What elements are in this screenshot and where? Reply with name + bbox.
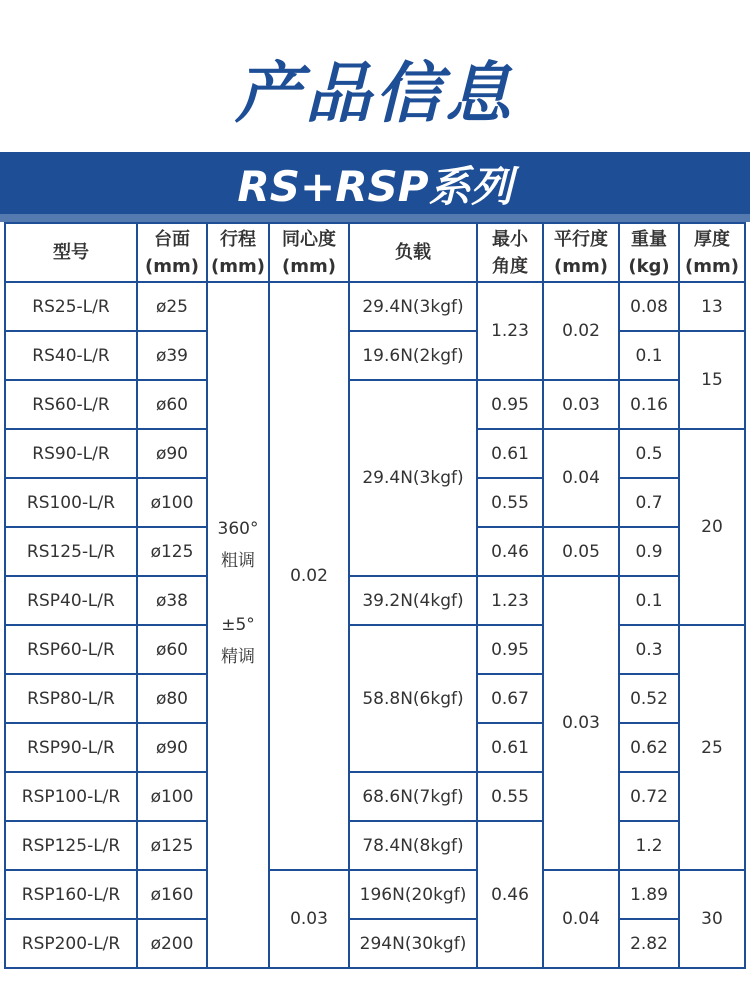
weight-cell: 0.1 [619,331,679,380]
header-load: 负载 [349,223,477,282]
table-row [5,282,745,331]
thickness-cell: 25 [679,625,745,870]
weight-cell: 0.72 [619,772,679,821]
parallelism-cell: 0.05 [543,527,619,576]
thickness-cell: 20 [679,429,745,625]
thickness-cell: 15 [679,331,745,429]
min-angle-cell: 0.46 [477,527,543,576]
parallelism-cell: 0.03 [543,380,619,429]
min-angle-cell: 0.95 [477,625,543,674]
parallelism-cell: 0.04 [543,870,619,968]
weight-cell: 0.9 [619,527,679,576]
load-cell: 39.2N(4kgf) [349,576,477,625]
table-size-cell: ø100 [137,478,207,527]
header-min-angle: 最小 角度 [477,223,543,282]
table-row [5,625,745,674]
table-size-cell: ø25 [137,282,207,331]
model-cell: RSP60-L/R [5,625,137,674]
page-title: 产品信息 [235,55,515,132]
model-cell: RS125-L/R [5,527,137,576]
min-angle-cell: 0.55 [477,772,543,821]
series-banner: RS+RSP系列 [0,152,750,222]
header-weight: 重量 (kg) [619,223,679,282]
table-row [5,331,745,380]
table-row [5,870,745,919]
table-size-cell: ø125 [137,821,207,870]
load-cell: 19.6N(2kgf) [349,331,477,380]
table-row [5,821,745,870]
weight-cell: 2.82 [619,919,679,968]
weight-cell: 0.16 [619,380,679,429]
load-cell: 58.8N(6kgf) [349,625,477,772]
min-angle-cell: 0.61 [477,429,543,478]
weight-cell: 0.3 [619,625,679,674]
model-cell: RSP125-L/R [5,821,137,870]
weight-cell: 1.89 [619,870,679,919]
table-size-cell: ø39 [137,331,207,380]
load-cell: 29.4N(3kgf) [349,282,477,331]
thickness-cell: 13 [679,282,745,331]
model-cell: RSP100-L/R [5,772,137,821]
model-cell: RSP40-L/R [5,576,137,625]
table-size-cell: ø160 [137,870,207,919]
load-cell: 68.6N(7kgf) [349,772,477,821]
min-angle-cell: 1.23 [477,282,543,380]
weight-cell: 0.52 [619,674,679,723]
weight-cell: 0.7 [619,478,679,527]
model-cell: RS100-L/R [5,478,137,527]
table-size-cell: ø100 [137,772,207,821]
model-cell: RSP200-L/R [5,919,137,968]
min-angle-cell: 1.23 [477,576,543,625]
load-cell: 78.4N(8kgf) [349,821,477,870]
thickness-cell: 30 [679,870,745,968]
model-cell: RSP160-L/R [5,870,137,919]
table-size-cell: ø200 [137,919,207,968]
travel-cell: 360° 粗调 ±5° 精调 [207,282,269,968]
model-cell: RSP90-L/R [5,723,137,772]
header-model: 型号 [5,223,137,282]
table-size-cell: ø38 [137,576,207,625]
table-size-cell: ø90 [137,723,207,772]
header-parallelism: 平行度 (mm) [543,223,619,282]
banner-strip [0,214,750,222]
concentricity-cell: 0.03 [269,870,349,968]
weight-cell: 0.08 [619,282,679,331]
model-cell: RS25-L/R [5,282,137,331]
load-cell: 29.4N(3kgf) [349,380,477,576]
min-angle-cell: 0.95 [477,380,543,429]
min-angle-cell: 0.61 [477,723,543,772]
table-row [5,576,745,625]
model-cell: RS90-L/R [5,429,137,478]
table-size-cell: ø125 [137,527,207,576]
spec-table [4,222,746,969]
min-angle-cell: 0.55 [477,478,543,527]
header-travel: 行程 (mm) [207,223,269,282]
table-row [5,772,745,821]
model-cell: RS60-L/R [5,380,137,429]
weight-cell: 0.1 [619,576,679,625]
table-size-cell: ø80 [137,674,207,723]
table-size-cell: ø90 [137,429,207,478]
weight-cell: 1.2 [619,821,679,870]
header-thickness: 厚度 (mm) [679,223,745,282]
table-header-row [5,223,745,282]
header-table: 台面 (mm) [137,223,207,282]
min-angle-cell: 0.46 [477,821,543,968]
model-cell: RS40-L/R [5,331,137,380]
parallelism-cell: 0.02 [543,282,619,380]
weight-cell: 0.5 [619,429,679,478]
table-row [5,380,745,429]
min-angle-cell: 0.67 [477,674,543,723]
table-size-cell: ø60 [137,625,207,674]
parallelism-cell: 0.03 [543,576,619,870]
load-cell: 294N(30kgf) [349,919,477,968]
concentricity-cell: 0.02 [269,282,349,870]
parallelism-cell: 0.04 [543,429,619,527]
header-concentricity: 同心度 (mm) [269,223,349,282]
weight-cell: 0.62 [619,723,679,772]
table-row [5,919,745,968]
table-size-cell: ø60 [137,380,207,429]
model-cell: RSP80-L/R [5,674,137,723]
load-cell: 196N(20kgf) [349,870,477,919]
